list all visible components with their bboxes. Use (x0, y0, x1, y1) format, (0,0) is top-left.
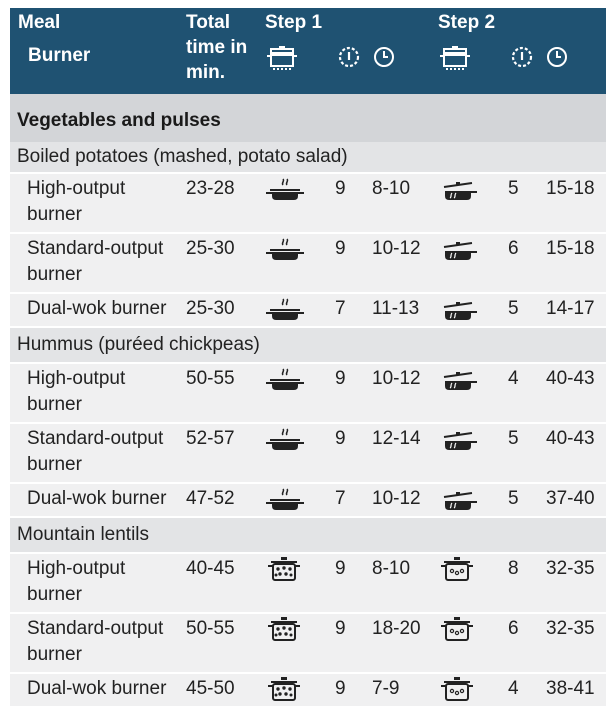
pan-lid-steam-icon (265, 367, 305, 395)
step2-minutes: 15-18 (546, 178, 595, 199)
pot-simmer-icon (440, 616, 474, 646)
step1-minutes: 10-12 (372, 238, 421, 259)
group-header-row (10, 328, 606, 362)
burner-name-line1: High-output (27, 178, 126, 199)
power-level-icon (510, 45, 534, 69)
burner-name-line1: Standard-output (27, 428, 164, 449)
group-name: Boiled potatoes (mashed, potato salad) (17, 146, 348, 167)
pan-lid-simmer-icon (438, 177, 478, 205)
burner-name: Dual-wok burner (27, 678, 167, 699)
step1-level: 9 (335, 178, 346, 199)
step2-minutes: 40-43 (546, 428, 595, 449)
step2-minutes: 14-17 (546, 298, 595, 319)
step2-level: 5 (508, 428, 519, 449)
table-row (10, 424, 606, 482)
header-total-time-line3: min. (186, 62, 226, 83)
step1-minutes: 7-9 (372, 678, 400, 699)
step2-level: 5 (508, 178, 519, 199)
clock-icon (545, 45, 569, 69)
step2-level: 5 (508, 298, 519, 319)
group-header-row (10, 518, 606, 552)
step1-level: 7 (335, 298, 346, 319)
total-time: 50-55 (186, 368, 235, 389)
pan-lid-simmer-icon (438, 297, 478, 325)
total-time: 40-45 (186, 558, 235, 579)
total-time: 47-52 (186, 488, 235, 509)
burner-name-line2: burner (27, 204, 82, 225)
step1-level: 9 (335, 618, 346, 639)
burner-name-line2: burner (27, 644, 82, 665)
step1-minutes: 18-20 (372, 618, 421, 639)
burner-name-line1: Standard-output (27, 238, 164, 259)
pan-lid-steam-icon (265, 487, 305, 515)
burner-name-line1: High-output (27, 368, 126, 389)
total-time: 52-57 (186, 428, 235, 449)
burner-name-line1: High-output (27, 558, 126, 579)
step2-minutes: 38-41 (546, 678, 595, 699)
step1-minutes: 8-10 (372, 178, 411, 199)
step2-level: 4 (508, 368, 519, 389)
total-time: 25-30 (186, 298, 235, 319)
pan-lid-steam-icon (265, 297, 305, 325)
step2-minutes: 32-35 (546, 558, 595, 579)
step2-level: 5 (508, 488, 519, 509)
table-row (10, 484, 606, 516)
table-row (10, 364, 606, 422)
table-row (10, 174, 606, 232)
step1-minutes: 10-12 (372, 488, 421, 509)
section-title: Vegetables and pulses (17, 110, 221, 131)
header-total-time-line1: Total (186, 12, 230, 33)
pot-icon (266, 44, 298, 74)
total-time: 45-50 (186, 678, 235, 699)
header-burner: Burner (28, 45, 91, 66)
total-time: 50-55 (186, 618, 235, 639)
burner-name-line2: burner (27, 584, 82, 605)
step1-level: 7 (335, 488, 346, 509)
pan-lid-steam-icon (265, 427, 305, 455)
pot-boiling-icon (267, 676, 301, 706)
burner-name-line2: burner (27, 454, 82, 475)
pan-lid-simmer-icon (438, 367, 478, 395)
pot-icon (439, 44, 471, 74)
clock-icon (372, 45, 396, 69)
step2-level: 6 (508, 238, 519, 259)
burner-name-line2: burner (27, 264, 82, 285)
table-row (10, 294, 606, 326)
power-level-icon (337, 45, 361, 69)
step2-minutes: 37-40 (546, 488, 595, 509)
section-row (10, 94, 606, 142)
pan-lid-steam-icon (265, 177, 305, 205)
burner-name-line2: burner (27, 394, 82, 415)
total-time: 23-28 (186, 178, 235, 199)
step1-level: 9 (335, 368, 346, 389)
step2-minutes: 15-18 (546, 238, 595, 259)
step2-level: 6 (508, 618, 519, 639)
table-row (10, 674, 606, 706)
table-row (10, 554, 606, 612)
pot-simmer-icon (440, 676, 474, 706)
burner-name-line1: Standard-output (27, 618, 164, 639)
burner-name: Dual-wok burner (27, 298, 167, 319)
step2-level: 4 (508, 678, 519, 699)
step2-minutes: 40-43 (546, 368, 595, 389)
pot-boiling-icon (267, 556, 301, 586)
header-meal: Meal (18, 12, 61, 33)
header-step2: Step 2 (438, 12, 496, 33)
header-total-time-line2: time in (186, 37, 248, 58)
table-row (10, 614, 606, 672)
step1-minutes: 8-10 (372, 558, 411, 579)
table-row (10, 234, 606, 292)
group-name: Hummus (puréed chickpeas) (17, 334, 260, 355)
pot-simmer-icon (440, 556, 474, 586)
step1-level: 9 (335, 238, 346, 259)
table-header (10, 8, 606, 94)
step2-minutes: 32-35 (546, 618, 595, 639)
step1-minutes: 10-12 (372, 368, 421, 389)
burner-name: Dual-wok burner (27, 488, 167, 509)
pot-boiling-icon (267, 616, 301, 646)
group-header-row (10, 142, 606, 172)
total-time: 25-30 (186, 238, 235, 259)
pan-lid-simmer-icon (438, 237, 478, 265)
step2-level: 8 (508, 558, 519, 579)
step1-level: 9 (335, 558, 346, 579)
pan-lid-simmer-icon (438, 487, 478, 515)
pan-lid-simmer-icon (438, 427, 478, 455)
step1-minutes: 11-13 (372, 298, 420, 319)
pan-lid-steam-icon (265, 237, 305, 265)
step1-level: 9 (335, 678, 346, 699)
step1-level: 9 (335, 428, 346, 449)
header-step1: Step 1 (265, 12, 323, 33)
step1-minutes: 12-14 (372, 428, 421, 449)
group-name: Mountain lentils (17, 524, 150, 545)
